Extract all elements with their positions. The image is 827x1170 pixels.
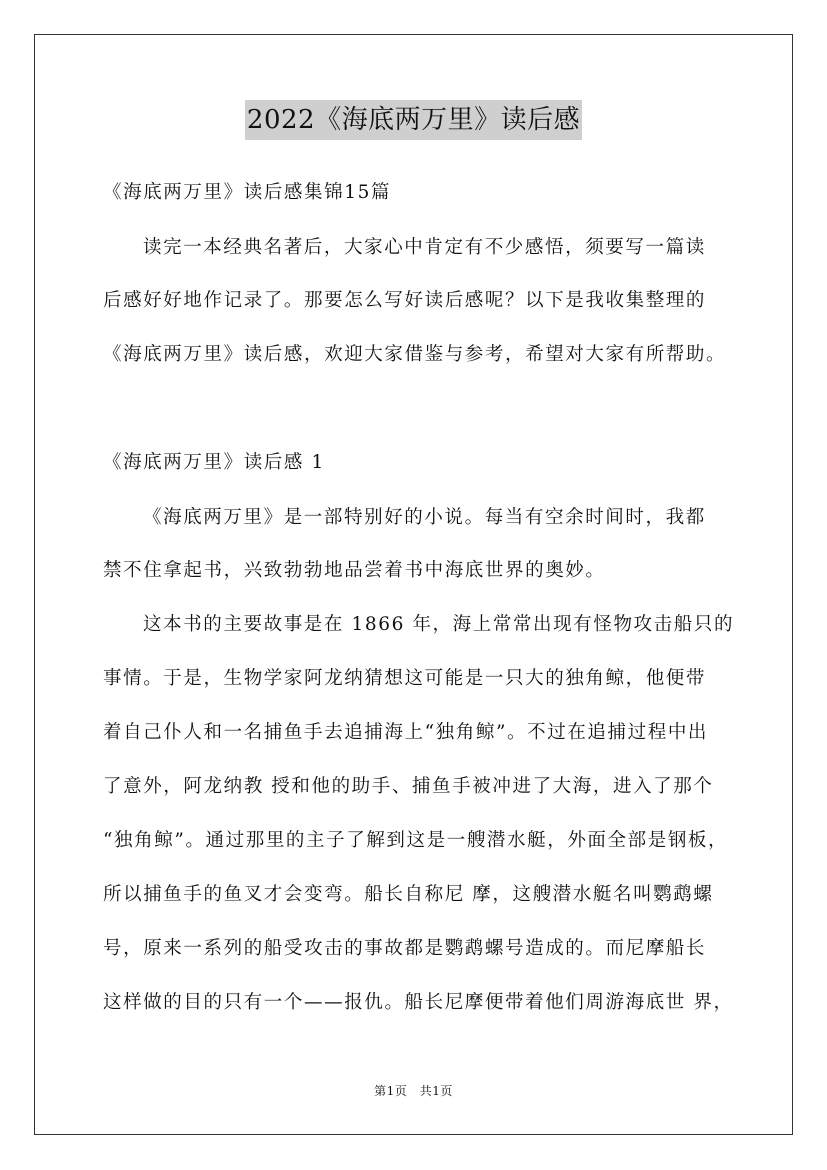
body-line: 号，原来一系列的船受攻击的事故都是鹦鹉螺号造成的。而尼摩船长	[103, 938, 707, 959]
document-title: 2022《海底两万里》读后感	[245, 100, 582, 140]
intro-line: 后感好好地作记录了。那要怎么写好读后感呢？以下是我收集整理的	[103, 290, 707, 311]
intro-line: 《海底两万里》读后感，欢迎大家借鉴与参考，希望对大家有所帮助。	[103, 344, 727, 365]
body-line: 事情。于是，生物学家阿龙纳猜想这可能是一只大的独角鲸，他便带	[103, 668, 707, 689]
page-footer: 第1页 共1页	[374, 1084, 453, 1098]
body-line: 了意外，阿龙纳教 授和他的助手、捕鱼手被冲进了大海，进入了那个	[103, 776, 714, 797]
body-line: 着自己仆人和一名捕鱼手去追捕海上“独角鲸”。不过在追捕过程中出	[103, 722, 709, 743]
body-line: “独角鲸”。通过那里的主子了解到这是一艘潜水艇，外面全部是钢板，	[103, 830, 729, 851]
body-line: 所以捕鱼手的鱼叉才会变弯。船长自称尼 摩，这艘潜水艇名叫鹦鹉螺	[103, 884, 714, 905]
section-heading: 《海底两万里》读后感 1	[103, 452, 325, 473]
title-block	[0, 100, 827, 140]
body-line: 这本书的主要故事是在 1866 年，海上常常出现有怪物攻击船只的	[143, 614, 735, 635]
body-line: 这样做的目的只有一个——报仇。船长尼摩便带着他们周游海底世 界，	[103, 992, 734, 1013]
body-line: 禁不住拿起书，兴致勃勃地品尝着书中海底世界的奥妙。	[103, 560, 606, 581]
body-line: 《海底两万里》是一部特别好的小说。每当有空余时间时，我都	[143, 507, 706, 528]
document-subtitle: 《海底两万里》读后感集锦15篇	[103, 182, 392, 203]
intro-line: 读完一本经典名著后，大家心中肯定有不少感悟，须要写一篇读	[143, 237, 706, 258]
